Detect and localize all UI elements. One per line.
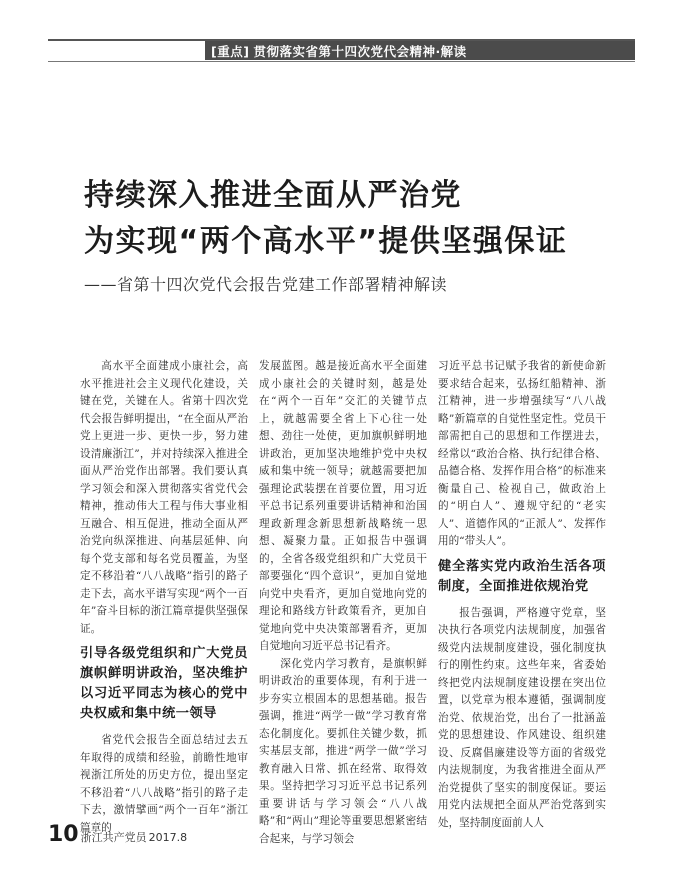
text-column-3 — [438, 358, 606, 832]
section-tag: [重点] — [211, 43, 250, 59]
text-column-2 — [259, 358, 427, 848]
page-number: 10 — [48, 822, 79, 847]
issue-number: 2017.8 — [148, 831, 188, 844]
paragraph: 习近平总书记赋予我省的新使命新要求结合起来，弘扬红船精神、浙江精神，进一步增强续写“八八战略”新篇章的自觉性坚定性。党员干部需把自己的思想和工作摆进去，经常以“政治合格、执行纪律合格、品德合格、发挥作用合格”的标准来衡量自己、检视自己，做政治上的“明白人”、遵规守纪的“老实人”、道德作风的“正派人”、发挥作用的“带头人”。 — [438, 360, 606, 547]
header-underline — [48, 61, 635, 62]
magazine-name: 浙江共产党员 — [80, 831, 147, 844]
paragraph: 省党代会报告全面总结过去五年取得的成绩和经验，前瞻性地审视浙江所处的历史方位，提出坚定不移沿着“八八战略”指引的路子走下去，激情擘画“两个一百年”浙江篇章的 — [80, 734, 248, 834]
article-title-line2: 为实现“两个高水平”提供坚强保证 — [84, 224, 568, 259]
paragraph: 高水平全面建成小康社会，高水平推进社会主义现代化建设，关键在党，关键在人。省第十四次党代会报告鲜明提出，“在全面从严治党上更进一步、更快一步，努力建设清廉浙江”，并对持续深入推进全面从严治党作出部署。我们要认真学习领会和深入贯彻落实省党代会精神，推动伟大工程与伟大事业相互融合、相互促进，推动全面从严治党向纵深推进、向基层延伸、向每个党支部和每名党员覆盖，为坚定不移沿着“八八战略”指引的路子走下去，高水平谱写实现“两个一百年”奋斗目标的浙江篇章提供坚强保证。 — [80, 360, 248, 635]
section-title: 贯彻落实省第十四次党代会精神·解读 — [253, 43, 467, 59]
paragraph: 深化党内学习教育，是旗帜鲜明讲政治的重要体现，有利于进一步夯实立根固本的思想基础。报告强调，推进“两学一做”学习教育常态化制度化。要抓住关键少数，抓实基层支部，推进“两学一做”学习教育融入日常、抓在经常、取得效果。坚持把学习习近平总书记系列重要讲话与学习领会“八八战略”和“两山”理论等重要思想紧密结合起来，与学习领会 — [259, 657, 427, 845]
text-column-1 — [80, 358, 248, 837]
article-title-line1: 持续深入推进全面从严治党 — [84, 178, 462, 213]
paragraph: 报告强调，严格遵守党章，坚决执行各项党内法规制度，加强省级党内法规制度建设，强化制度执行的刚性约束。这些年来，省委始终把党内法规制度建设摆在突出位置，以党章为根本遵循，强调制度治党、依规治党，出台了一批涵盖党的思想建设、作风建设、组织建设、反腐倡廉建设等方面的省级党内法规制度，为我省推进全面从严治党提供了坚实的制度保证。要运用党内法规把全面从严治党落到实处，坚持制度面前人人 — [438, 606, 606, 829]
section-heading: 健全落实党内政治生活各项制度，全面推进依规治党 — [438, 558, 606, 594]
paragraph: 发展蓝图。越是接近高水平全面建成小康社会的关键时刻，越是处在“两个一百年”交汇的关键节点上，就越需要全省上下心往一处想、劲往一处使，更加旗帜鲜明地讲政治，更加坚决地维护党中央权威和集中统一领导；就越需要把加强理论武装摆在首要位置，用习近平总书记系列重要讲话精神和治国理政新理念新思想新战略统一思想、凝聚力量。正如报告中强调的，全省各级党组织和广大党员干部要强化“四个意识”，更加自觉地向党中央看齐，更加自觉地向党的理论和路线方针政策看齐，更加自觉地向党中央决策部署看齐，更加自觉地向习近平总书记看齐。 — [259, 360, 427, 652]
page-footer — [48, 822, 187, 847]
section-heading: 引导各级党组织和广大党员旗帜鲜明讲政治，坚决维护以习近平同志为核心的党中央权威和集中统一领导 — [80, 646, 248, 721]
section-header — [205, 41, 635, 60]
article-subtitle: ——省第十四次党代会报告党建工作部署精神解读 — [84, 275, 448, 294]
